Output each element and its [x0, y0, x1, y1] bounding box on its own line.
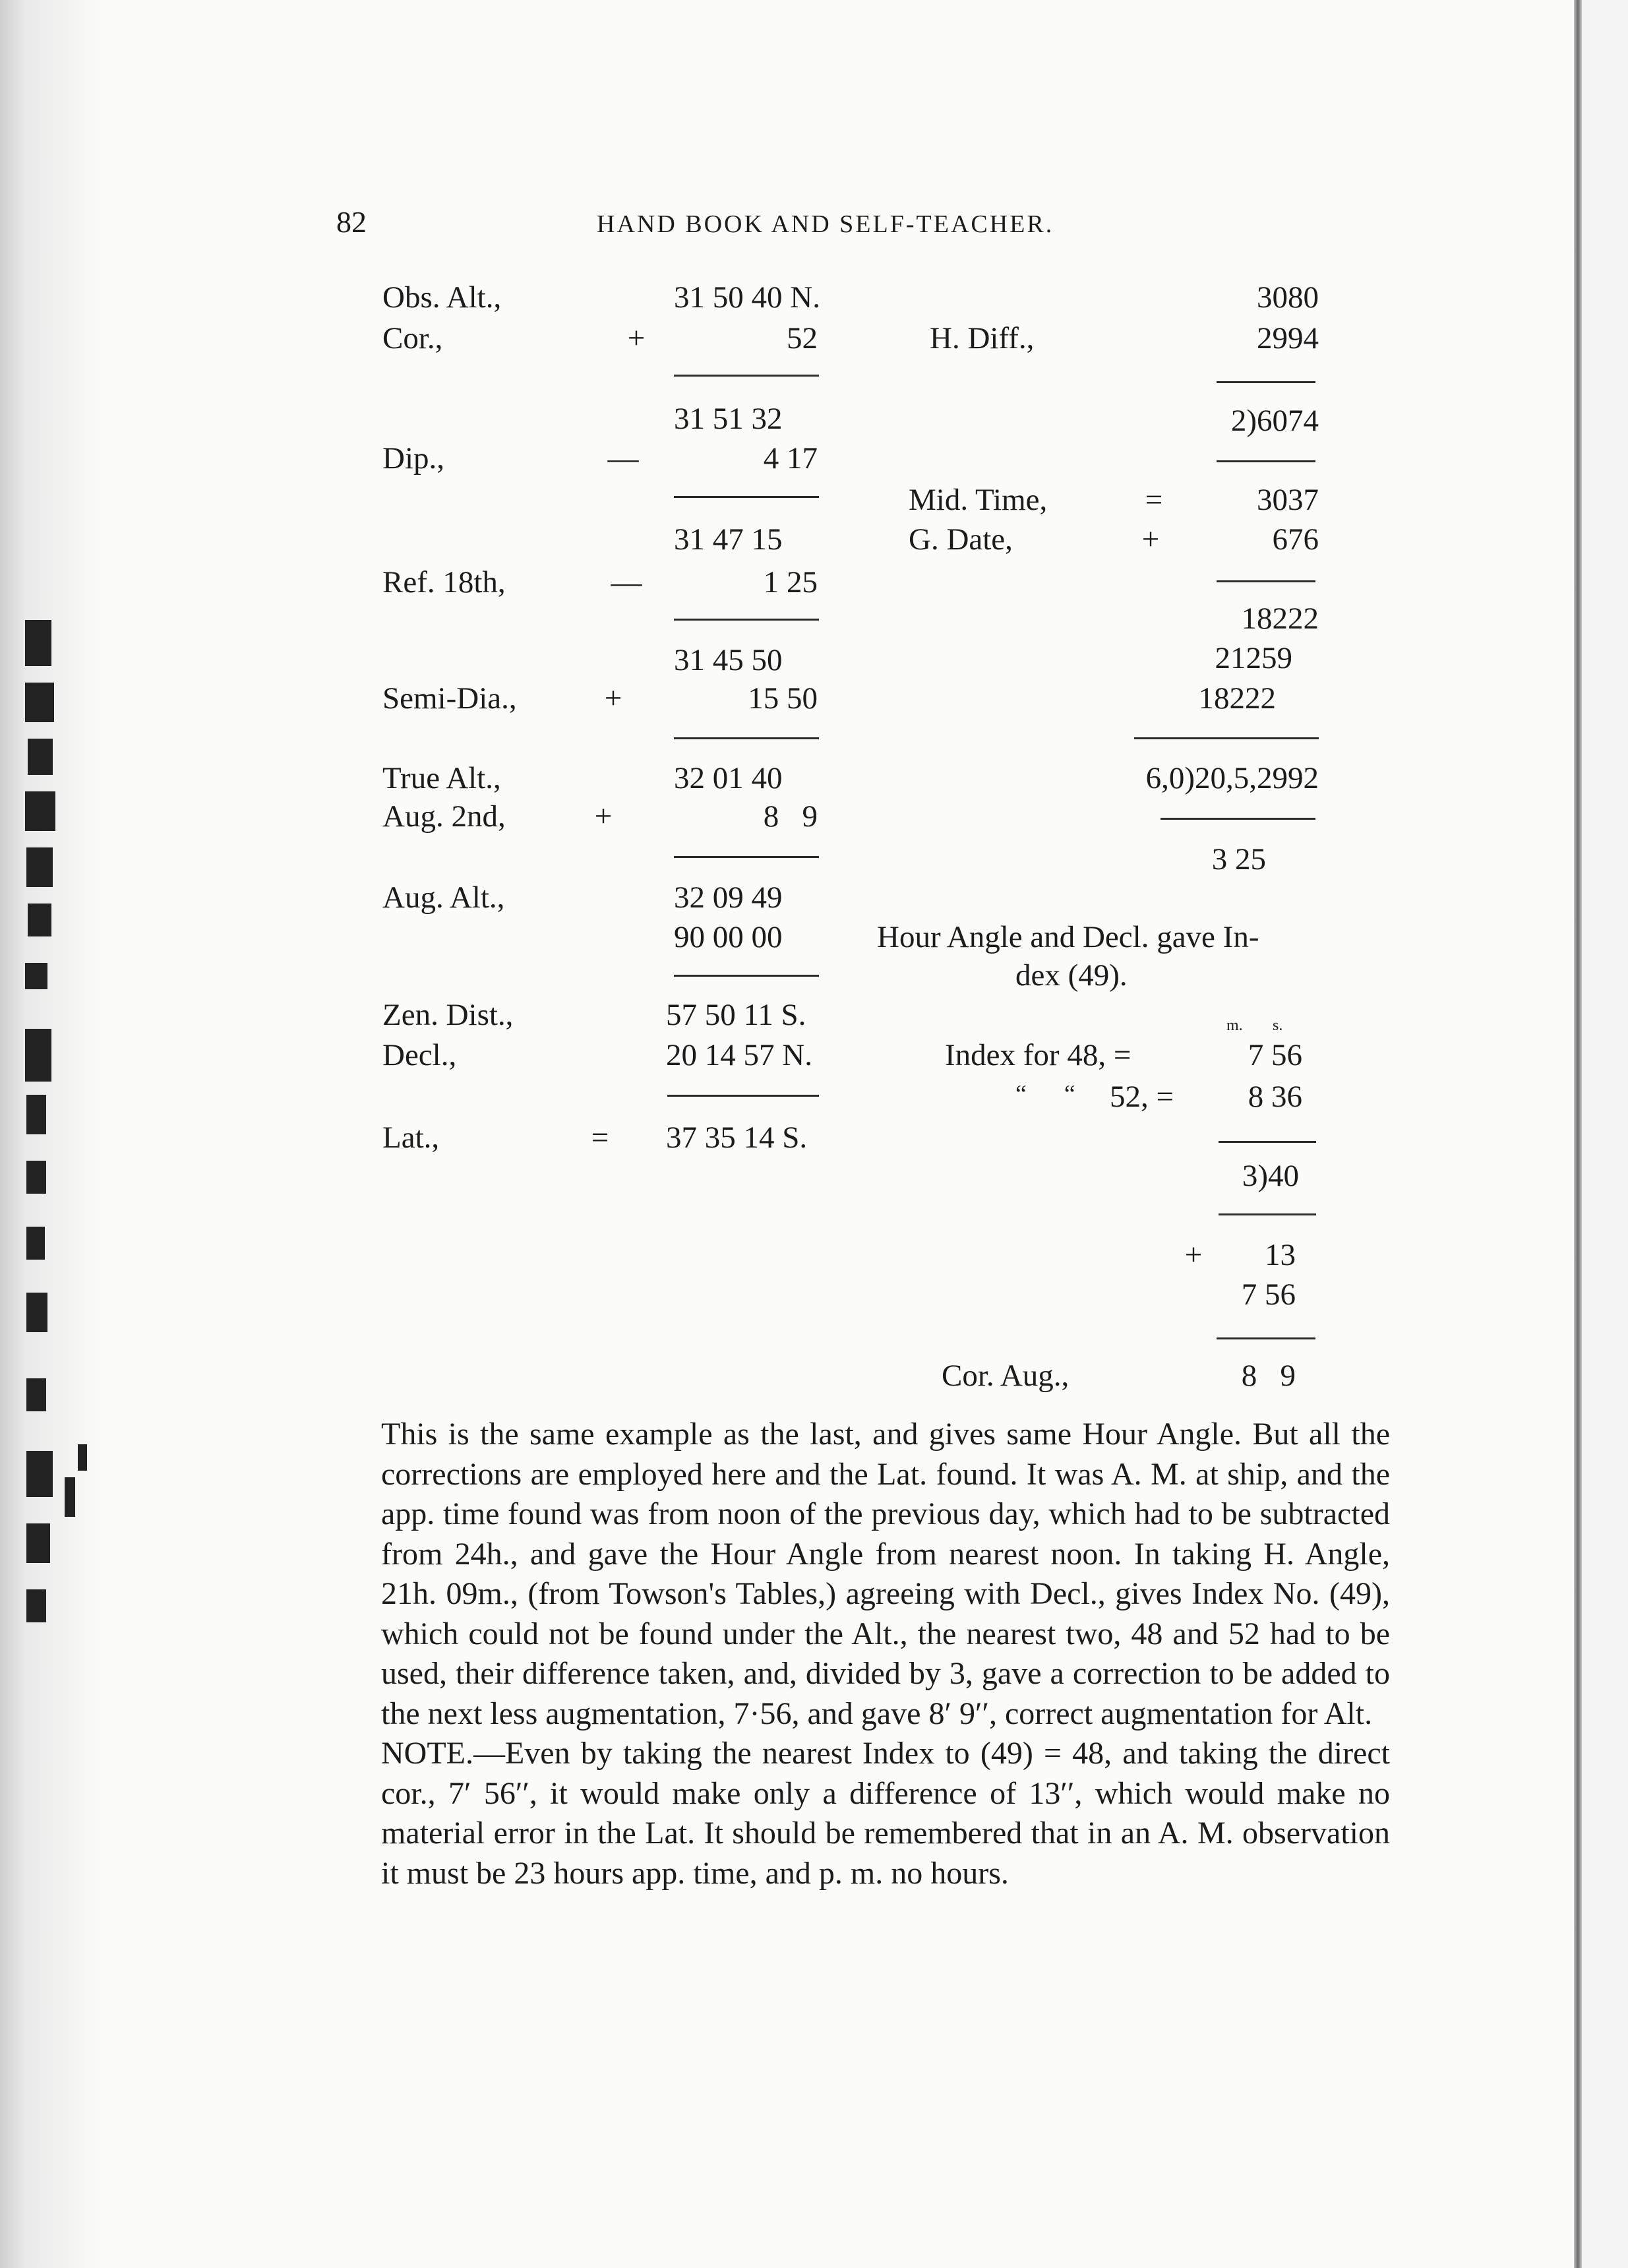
label-mid-time: Mid. Time,: [909, 483, 1048, 517]
value-7-56: 7 56: [1241, 1277, 1296, 1312]
product-2: 21259: [1215, 641, 1292, 675]
value-sum-3: 31 45 50: [674, 643, 783, 677]
page-number: 82: [336, 205, 367, 239]
value-index-48: 7 56: [1248, 1038, 1302, 1072]
rule: [1217, 381, 1315, 383]
value-index-52: 8 36: [1248, 1080, 1302, 1114]
rule: [1219, 1213, 1316, 1215]
label-index-52: 52, =: [1110, 1080, 1174, 1114]
unit-minutes: m.: [1226, 1017, 1243, 1034]
binding-bleed-marks: [18, 620, 98, 1662]
rule: [674, 619, 819, 621]
unit-seconds: s.: [1273, 1017, 1283, 1034]
rule: [1217, 580, 1315, 582]
sign-semi-dia: +: [604, 681, 622, 716]
value-true-alt: 32 01 40: [674, 761, 783, 795]
value-mid-time: 3037: [1257, 483, 1319, 517]
note-hour-angle-1: Hour Angle and Decl. gave In-: [877, 920, 1259, 954]
sign-mid-time: =: [1145, 483, 1163, 517]
label-decl: Decl.,: [382, 1038, 457, 1072]
value-3-40: 3)40: [1242, 1159, 1299, 1193]
rule: [1219, 1141, 1316, 1143]
label-zen-dist: Zen. Dist.,: [382, 998, 514, 1032]
value-cor: 52: [787, 321, 818, 355]
label-cor: Cor.,: [382, 321, 443, 355]
rule: [1217, 460, 1315, 462]
value-3080: 3080: [1257, 280, 1319, 315]
value-division: 6,0)20,5,2992: [1145, 761, 1319, 795]
label-cor-aug: Cor. Aug.,: [942, 1359, 1070, 1393]
sign-dip: —: [607, 441, 639, 475]
label-dip: Dip.,: [382, 441, 444, 475]
sign-aug-2nd: +: [594, 799, 613, 834]
ditto-marks: “ “: [1015, 1080, 1075, 1108]
value-lat: 37 35 14 S.: [666, 1120, 808, 1155]
value-ref: 1 25: [763, 565, 818, 599]
label-ref: Ref. 18th,: [382, 565, 506, 599]
value-g-date: 676: [1272, 522, 1319, 557]
value-2-6074: 2)6074: [1230, 404, 1319, 438]
page-right-margin: [1582, 0, 1628, 2268]
value-3-25: 3 25: [1211, 842, 1266, 876]
value-13: 13: [1265, 1238, 1296, 1272]
product-3: 18222: [1198, 681, 1276, 716]
sign-plus: +: [1184, 1238, 1203, 1272]
label-index-48: Index for 48, =: [945, 1038, 1131, 1072]
note-hour-angle-2: dex (49).: [1015, 958, 1128, 993]
label-aug-alt: Aug. Alt.,: [382, 880, 505, 915]
value-sum-1: 31 51 32: [674, 402, 783, 436]
body-text: [381, 1415, 1390, 1893]
label-true-alt: True Alt.,: [382, 761, 501, 795]
paragraph-explanation: This is the same example as the last, and gives same Hour Angle. But all the corrections are employed here and the Lat. found. It was A. M. at ship, and the app. time found was from noon of the previous day, which had to be subtracted from 24h., and gave the Hour Angle from nearest noon. In taking H. Angle, 21h. 09m., (from Towson's Tables,) agreeing with Decl., gives Index No. (49), which could not be found under the Alt., the nearest two, 48 and 52 had to be used, their difference taken, and, divided by 3, gave a correction to be added to the next less augmentation, 7·56, and gave 8′ 9′′, correct augmentation for Alt.: [381, 1417, 1390, 1731]
rule: [667, 1095, 819, 1097]
value-ninety: 90 00 00: [674, 920, 783, 954]
page-right-edge: [1574, 0, 1582, 2268]
sign-cor: +: [627, 321, 646, 355]
sign-ref: —: [611, 565, 642, 599]
value-2994: 2994: [1257, 321, 1319, 355]
rule: [1134, 737, 1319, 739]
value-cor-aug: 8 9: [1241, 1359, 1296, 1393]
rule: [1217, 1337, 1315, 1339]
sign-lat: =: [591, 1120, 609, 1155]
paragraph-note: NOTE.—Even by taking the nearest Index to (49) = 48, and taking the direct cor., 7′ 56′′, it would make only a difference of 13′′, which would make no material error in the Lat. It should be remembered that in an A. M. observation it must be 23 hours app. time, and p. m. no hours.: [381, 1736, 1390, 1891]
value-aug-alt: 32 09 49: [674, 880, 783, 915]
value-dip: 4 17: [763, 441, 818, 475]
rule: [674, 737, 819, 739]
label-aug-2nd: Aug. 2nd,: [382, 799, 506, 834]
rule: [674, 856, 819, 858]
label-g-date: G. Date,: [909, 522, 1013, 557]
value-decl: 20 14 57 N.: [666, 1038, 812, 1072]
label-lat: Lat.,: [382, 1120, 440, 1155]
rule: [1161, 818, 1315, 820]
label-semi-dia: Semi-Dia.,: [382, 681, 517, 716]
value-zen-dist: 57 50 11 S.: [666, 998, 806, 1032]
sign-g-date: +: [1141, 522, 1160, 557]
value-sum-2: 31 47 15: [674, 522, 783, 557]
rule: [674, 975, 819, 977]
product-1: 18222: [1241, 601, 1319, 636]
value-semi-dia: 15 50: [748, 681, 818, 716]
rule: [674, 375, 819, 377]
value-obs-alt: 31 50 40 N.: [674, 280, 820, 315]
label-h-diff: H. Diff.,: [930, 321, 1035, 355]
rule: [674, 496, 819, 498]
label-obs-alt: Obs. Alt.,: [382, 280, 502, 315]
running-title: HAND BOOK AND SELF-TEACHER.: [597, 210, 1054, 238]
value-aug-2nd: 8 9: [763, 799, 818, 834]
